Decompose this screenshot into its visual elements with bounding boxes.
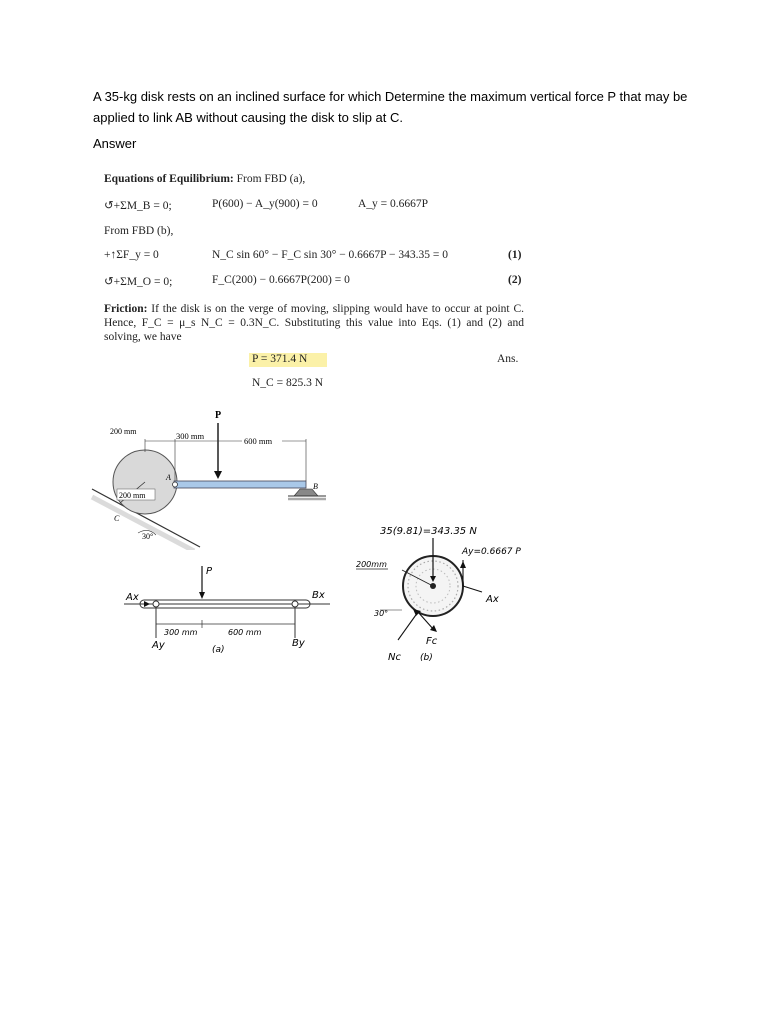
fbd-b-weight: 35(9.81)=343.35 N — [380, 526, 477, 537]
dim-300: 300 mm — [176, 431, 205, 441]
fbd-b-heading: From FBD (b), — [104, 225, 174, 237]
fbd-a-label-ay: Ay — [152, 640, 165, 651]
pin-a — [173, 482, 178, 487]
fbd-a-label-by: By — [292, 638, 305, 649]
sum-fy-equation: N_C sin 60° − F_C sin 30° − 0.6667P − 343.35 = 0 — [212, 249, 448, 261]
equation-number-2: (2) — [508, 274, 522, 286]
force-p-fbd-arrow — [199, 592, 205, 599]
friction-paragraph — [104, 302, 524, 344]
ay-result: A_y = 0.6667P — [358, 198, 429, 210]
equations-heading-rest: From FBD (a), — [233, 173, 306, 185]
question-text: A 35-kg disk rests on an inclined surface for which Determine the maximum vertical force P that may be applied to link AB without causing the disk to slip at C. — [93, 89, 688, 125]
moment-b-equation: P(600) − A_y(900) = 0 — [212, 198, 318, 210]
friction-text: If the disk is on the verge of moving, slipping would have to occur at point C. Hence, F_C = μ_s N_C = 0.3N_C. Substituting this value into Eqs. (1) and (2) and solving, we have — [104, 303, 524, 343]
fbd-b-ax: Ax — [486, 594, 499, 605]
dim-radius: 200 mm — [119, 491, 146, 500]
label-c: C — [114, 514, 120, 523]
link-ab — [174, 481, 306, 488]
moment-o-equation: F_C(200) − 0.6667P(200) = 0 — [212, 274, 350, 286]
dim-200: 200 mm — [110, 427, 137, 436]
fbd-a-dim-600: 600 mm — [228, 628, 262, 637]
angle-30: 30° — [142, 532, 154, 541]
fbd-b-radius: 200mm — [356, 560, 387, 569]
fbd-b-angle: 30° — [374, 609, 389, 618]
equation-number-1: (1) — [508, 249, 522, 261]
fbd-b-nc: Nc — [388, 652, 401, 663]
force-p-arrow — [214, 471, 222, 479]
fbd-a-label-ax: Ax — [126, 592, 139, 603]
fbd-a-label-bx: Bx — [312, 590, 325, 601]
moment-o-label: ↺+ΣM_O = 0; — [104, 276, 173, 288]
result-p: P = 371.4 N — [252, 353, 308, 365]
ans-label: Ans. — [497, 353, 519, 365]
main-figure — [90, 405, 340, 550]
fbd-b-figure — [340, 520, 570, 668]
label-p: P — [215, 410, 222, 421]
equations-heading — [104, 173, 305, 185]
fbd-b-fc: Fc — [426, 636, 438, 647]
label-a: A — [166, 473, 171, 482]
pin-b-fbd — [292, 601, 298, 607]
friction-heading: Friction: — [104, 303, 148, 315]
fbd-b-caption: (b) — [420, 653, 433, 663]
dim-600: 600 mm — [244, 436, 273, 446]
pin-a-fbd — [153, 601, 159, 607]
fbd-a-caption: (a) — [212, 645, 225, 655]
sum-fy-label: +↑ΣF_y = 0 — [104, 249, 159, 261]
equations-heading-bold: Equations of Equilibrium: — [104, 173, 234, 185]
fbd-a-figure — [120, 560, 335, 660]
moment-b-label: ↺+ΣM_B = 0; — [104, 200, 172, 212]
fbd-a-label-p: P — [206, 566, 213, 577]
fbd-b-ay: Ay=0.6667 P — [462, 547, 521, 557]
answer-label: Answer — [93, 136, 137, 151]
fbd-a-dim-300: 300 mm — [164, 628, 198, 637]
result-nc: N_C = 825.3 N — [252, 377, 324, 389]
label-b: B — [313, 482, 318, 491]
